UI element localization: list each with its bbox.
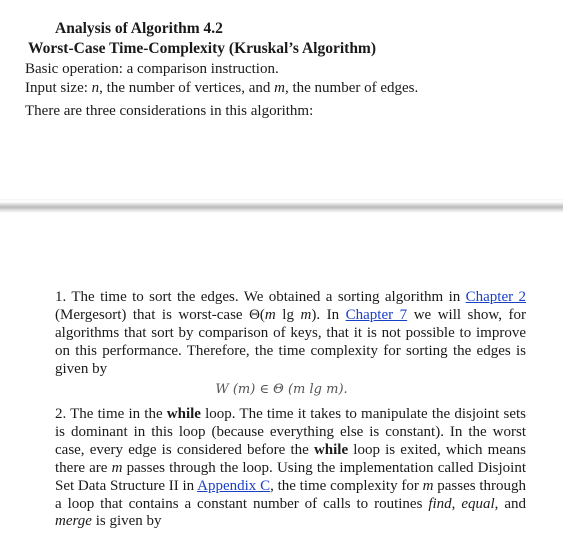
section-subtitle: Worst-Case Time-Complexity (Kruskal’s Algorithm) <box>28 40 377 57</box>
considerations-line: There are three considerations in this algorithm: <box>25 103 314 119</box>
chapter-7-link[interactable]: Chapter 7 <box>345 306 408 323</box>
item2-text-g: is given by <box>95 513 162 530</box>
chapter-2-link[interactable]: Chapter 2 <box>465 289 527 305</box>
var-m: m <box>274 80 285 96</box>
input-size-label: Input size: <box>25 80 88 96</box>
appendix-c-link[interactable]: Appendix C <box>197 477 271 494</box>
item1-text-c: ). In <box>311 306 340 323</box>
consideration-1-paragraph <box>55 289 526 379</box>
analysis-title: Analysis of Algorithm 4.2 <box>55 20 223 37</box>
item2-text-f: passes through a loop that contains a constant number of calls to routines <box>55 477 526 512</box>
basic-op-value: a comparison instruction. <box>126 61 279 77</box>
complexity-formula: W (m) ∈ Θ (m lg m). <box>215 382 348 397</box>
consideration-2-paragraph <box>55 406 526 531</box>
basic-operation-line <box>25 61 279 78</box>
var-m: m <box>300 306 312 323</box>
item2-text-a: 2. The time in the <box>55 406 163 422</box>
item1-text-d: we will show, for algorithms that sort by comparison of keys, that it is not possible to improve on this performance. Therefore, the time complexity for sorting the edges is given by <box>55 306 527 377</box>
while-keyword: while <box>313 441 349 458</box>
var-n: n <box>91 80 100 96</box>
item2-text-d: passes through the loop. Using the implementation called Disjoint Set Data Structure II in <box>55 459 527 494</box>
routine-merge: merge <box>55 513 92 530</box>
while-keyword: while <box>166 406 201 422</box>
routine-equal: equal <box>461 495 495 512</box>
item2-text-e: , the time complexity for <box>270 477 419 494</box>
item1-text-b: (Mergesort) that is worst-case Θ( <box>55 306 265 323</box>
item1-text-a: 1. The time to sort the edges. We obtained a sorting algorithm in <box>55 289 461 305</box>
and-text: , and <box>494 495 526 512</box>
page-divider <box>0 199 563 213</box>
item2-text-c: loop is exited, which means there are <box>55 441 527 476</box>
var-m: m <box>264 306 276 323</box>
var-m: m <box>422 477 434 494</box>
routine-find: find <box>428 495 452 512</box>
lg-text: lg <box>282 306 294 323</box>
input-size-line <box>25 80 418 97</box>
comma: , <box>451 495 456 512</box>
input-size-end: , the number of edges. <box>284 80 419 96</box>
basic-op-label: Basic operation: <box>25 61 123 77</box>
var-m: m <box>111 459 123 476</box>
item2-text-b: loop. The time it takes to manipulate the disjoint sets is dominant in this loop (because everything else is constant). In the worst case, every edge is considered before the <box>55 406 527 458</box>
input-size-mid: , the number of vertices, and <box>99 80 271 96</box>
